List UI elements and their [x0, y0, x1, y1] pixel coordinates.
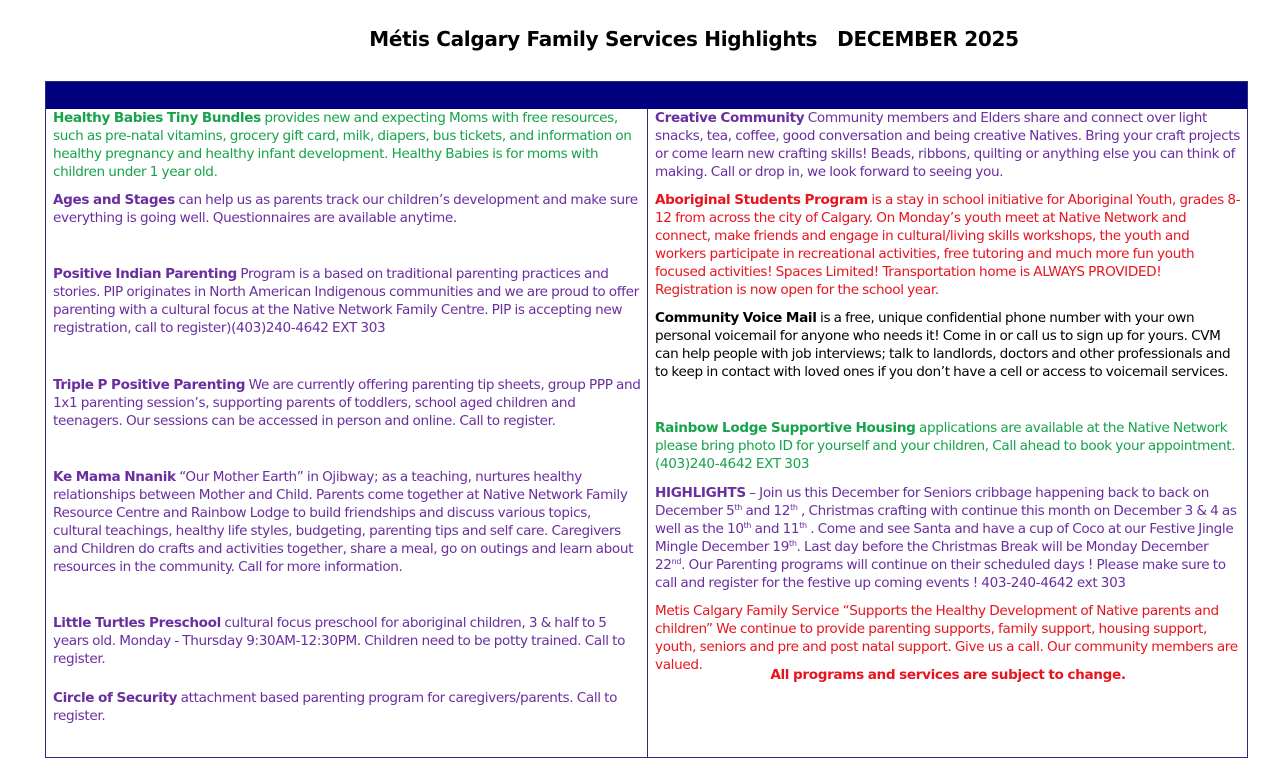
disclaimer-text: All programs and services are subject to change. — [770, 667, 1126, 683]
entry-ke-mama-nnanik — [53, 468, 641, 576]
entry-highlights — [655, 484, 1241, 592]
ordinal-suffix: th — [789, 539, 797, 548]
entry-healthy-babies — [53, 109, 641, 181]
entry-rainbow-lodge — [655, 419, 1241, 473]
entry-body: . Last day before the Christmas Break will be Monday December 22 — [655, 539, 1209, 573]
entry-body: and 11 — [751, 521, 800, 537]
entry-heading: Ages and Stages — [53, 192, 175, 208]
entry-heading: Positive Indian Parenting — [53, 266, 237, 282]
entry-creative-community — [655, 109, 1241, 181]
table-header-bar — [46, 82, 1247, 109]
entry-heading: Community Voice Mail — [655, 310, 817, 326]
entry-little-turtles — [53, 614, 641, 668]
entry-body: We are currently offering parenting tip sheets, group PPP and 1x1 parenting session’s, supporting parents of toddlers, school aged children and teenagers. Our sessions can be accessed in person and online. Call to register. — [53, 377, 641, 429]
entry-heading: Little Turtles Preschool — [53, 615, 221, 631]
entry-body: is a stay in school initiative for Aboriginal Youth, grades 8-12 from across the city of Calgary. On Monday’s youth meet at Native Network and connect, make friends and engage in cultural/living skills workshops, the youth and workers participate in recreational activities, free tutoring and much more fun youth focused activities! Spaces Limited! Transportation home is ALWAYS PROVIDED! Registration is now open for the school year. — [655, 192, 1241, 298]
entry-community-voice-mail — [655, 309, 1241, 381]
entry-body: provides new and expecting Moms with free resources, such as pre-natal vitamins, grocery gift card, milk, diapers, bus tickets, and information on healthy pregnancy and healthy infant development. Healthy Babies is for moms with children under 1 year old. — [53, 110, 632, 180]
entry-heading: Healthy Babies Tiny Bundles — [53, 110, 261, 126]
entry-body: Community members and Elders share and connect over light snacks, tea, coffee, good conversation and being creative Natives. Bring your craft projects or come learn new crafting skills! Beads, ribbons, quilting or anything else you can think of making. Call or drop in, we look forward to seeing you. — [655, 110, 1240, 180]
entry-mission-statement — [655, 602, 1241, 674]
entry-body: applications are available at the Native Network please bring photo ID for yourself and your children, Call ahead to book your appointment. (403)240-4642 EXT 303 — [655, 420, 1236, 472]
entry-heading: HIGHLIGHTS — [655, 485, 746, 501]
entry-body: cultural focus preschool for aboriginal children, 3 & half to 5 years old. Monday - Thursday 9:30AM-12:30PM. Children need to be potty trained. Call to register. — [53, 615, 626, 667]
entry-aboriginal-students-program — [655, 191, 1241, 299]
page-title: Métis Calgary Family Services Highlights DECEMBER 2025 — [369, 27, 1019, 51]
disclaimer — [655, 666, 1241, 684]
entry-heading: Circle of Security — [53, 690, 178, 706]
entry-triple-p — [53, 376, 641, 430]
entry-ages-and-stages — [53, 191, 641, 227]
entry-heading: Triple P Positive Parenting — [53, 377, 246, 393]
highlights-table — [45, 81, 1248, 758]
entry-body: , Christmas crafting with continue this month on December 3 & 4 as well as the 10 — [655, 503, 1237, 537]
ordinal-suffix: th — [799, 521, 807, 530]
entry-body: Program is a based on traditional parenting practices and stories. PIP originates in North American Indigenous communities and we are proud to offer parenting with a cultural focus at the Native Network Family Centre. PIP is accepting new registration, call to register)(403)240-4642 EXT 303 — [53, 266, 639, 336]
entry-heading: Creative Community — [655, 110, 805, 126]
ordinal-suffix: th — [790, 503, 798, 512]
entry-body: . Our Parenting programs will continue on their scheduled days ! Please make sure to call and register for the festive up coming events ! 403-240-4642 ext 303 — [655, 557, 1226, 591]
entry-heading: Rainbow Lodge Supportive Housing — [655, 420, 916, 436]
entry-body: can help us as parents track our children’s development and make sure everything is going well. Questionnaires are available anytime. — [53, 192, 638, 226]
entry-body: is a free, unique confidential phone number with your own personal voicemail for anyone who needs it! Come in or call us to sign up for yours. CVM can help people with job interviews; talk to landlords, doctors and other professionals and to keep in contact with loved ones if you don’t have a cell or access to voicemail services. — [655, 310, 1231, 380]
entry-heading: Ke Mama Nnanik — [53, 469, 176, 485]
entry-body: . Come and see Santa and have a cup of Coco at our Festive Jingle Mingle December 19 — [655, 521, 1234, 555]
right-column — [648, 109, 1247, 757]
left-column — [46, 109, 648, 757]
entry-circle-of-security — [53, 689, 641, 725]
entry-positive-indian-parenting — [53, 265, 641, 337]
entry-body: attachment based parenting program for caregivers/parents. Call to register. — [53, 690, 618, 724]
entry-body: – Join us this December for Seniors cribbage happening back to back on December 5 — [655, 485, 1210, 519]
ordinal-suffix: th — [734, 503, 742, 512]
entry-body: “Our Mother Earth” in Ojibway; as a teaching, nurtures healthy relationships between Mother and Child. Parents come together at Native Network Family Resource Centre and Rainbow Lodge to build friendships and discuss various topics, cultural teachings, healthy life styles, budgeting, parenting tips and self care. Caregivers and Children do crafts and activities together, share a meal, go on outings and learn about resources in the community. Call for more information. — [53, 469, 634, 575]
entry-body: Metis Calgary Family Service “Supports the Healthy Development of Native parents and children” We continue to provide parenting supports, family support, housing support, youth, seniors and pre and post natal support. Give us a call. Our community members are valued. — [655, 603, 1238, 673]
ordinal-suffix: nd — [671, 557, 682, 566]
entry-body: and 12 — [741, 503, 791, 519]
ordinal-suffix: th — [743, 521, 752, 530]
entry-heading: Aboriginal Students Program — [655, 192, 868, 208]
